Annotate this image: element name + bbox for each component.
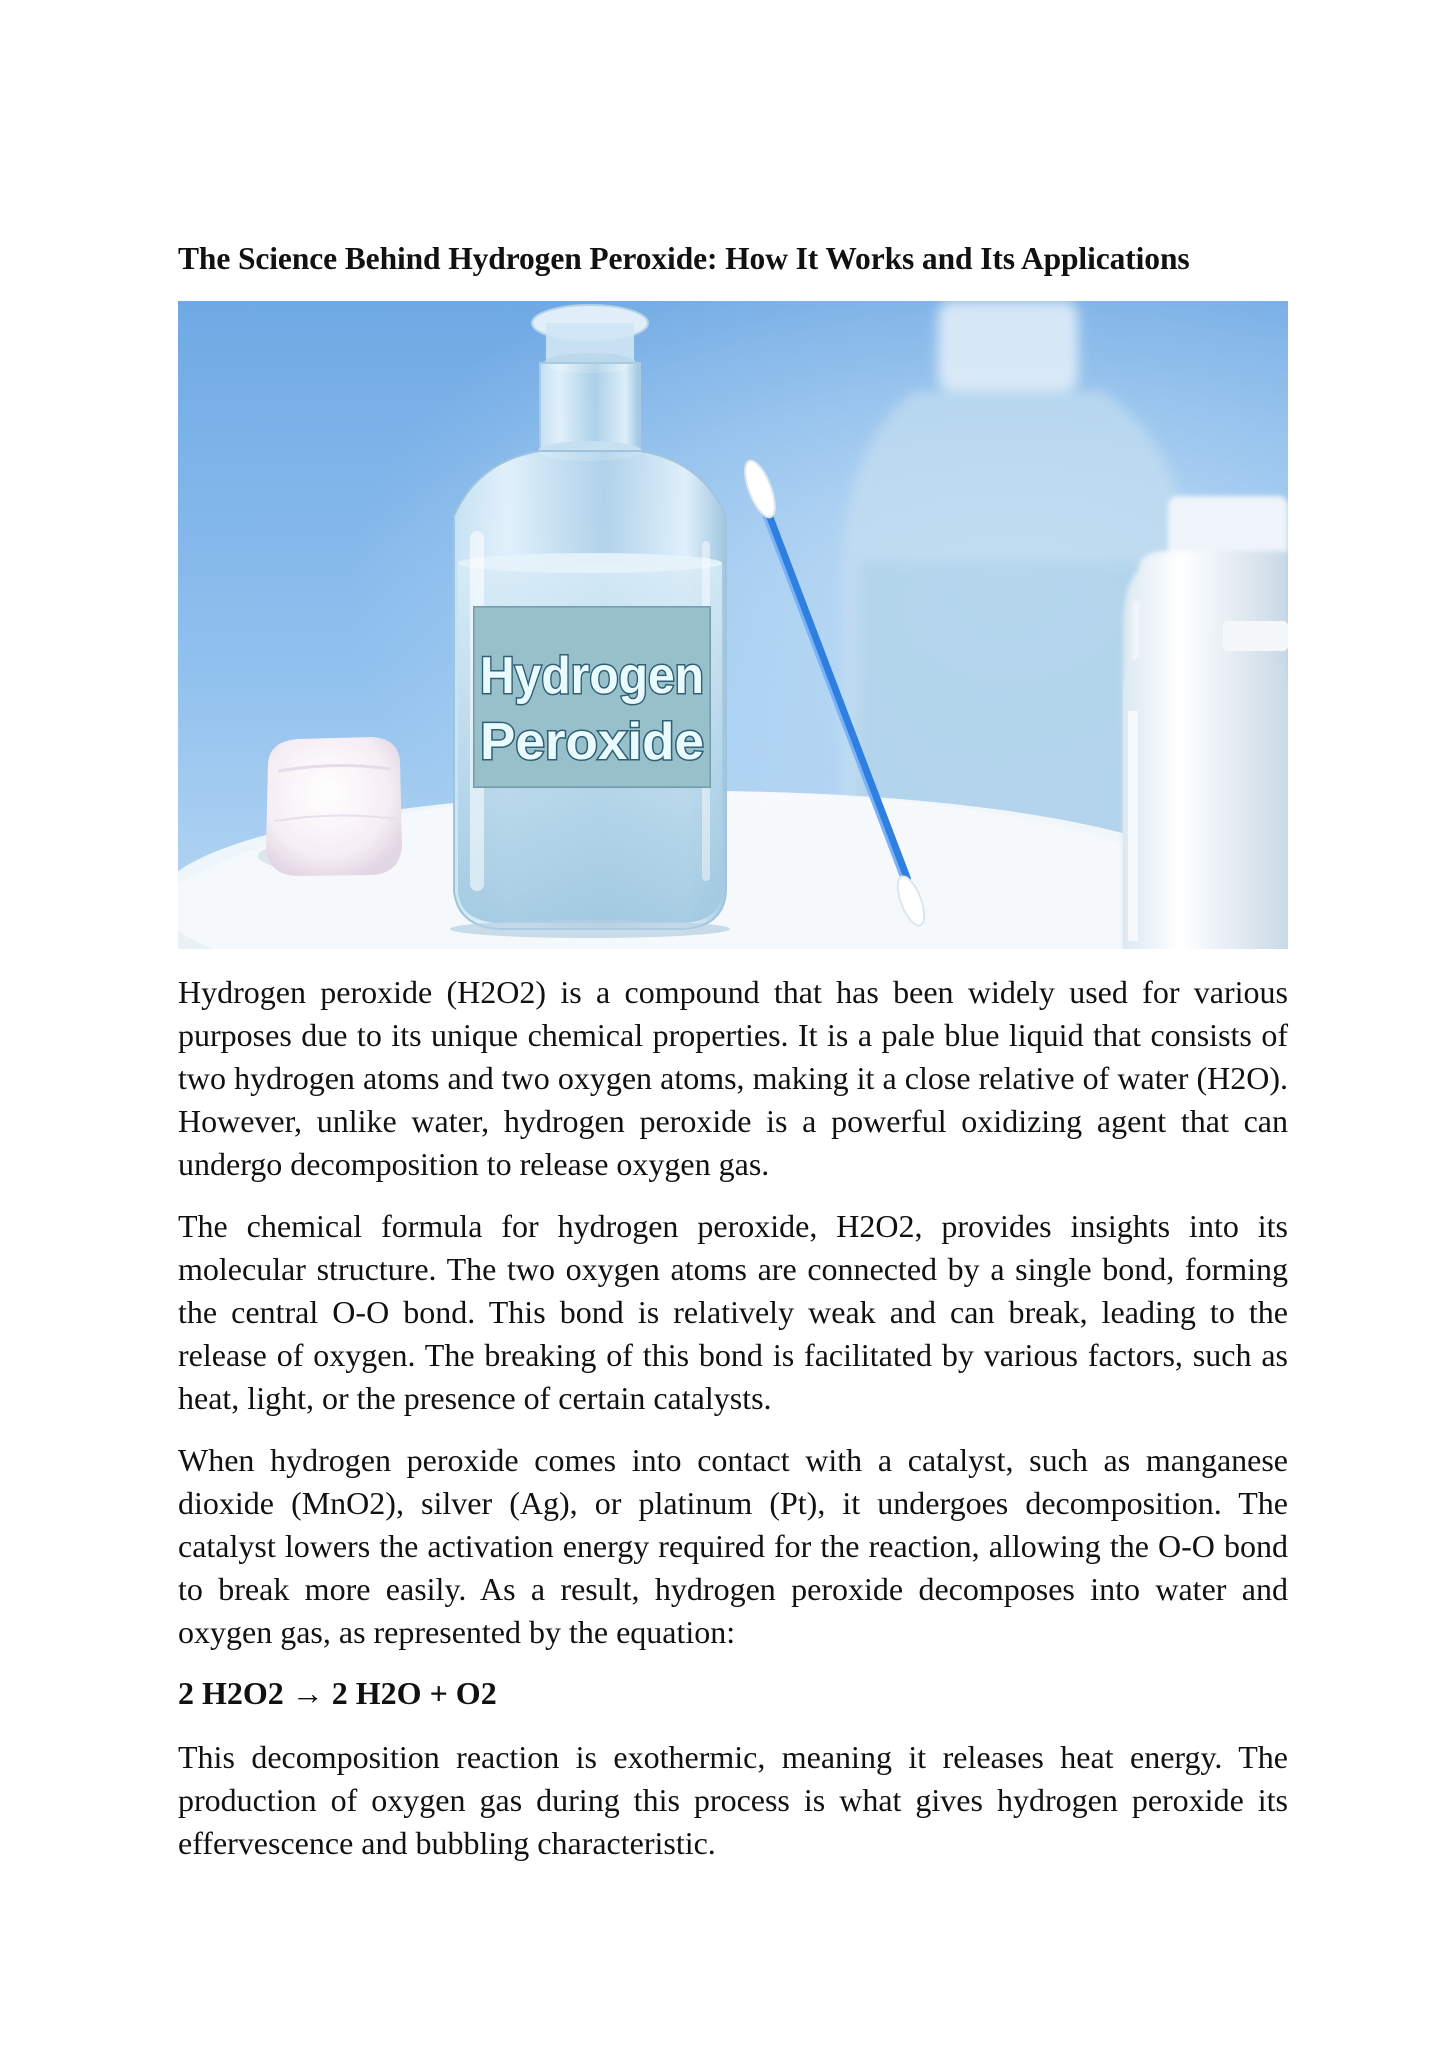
paragraph-molecular-structure: The chemical formula for hydrogen peroxide, H2O2, provides insights into its molecular structure. The two oxygen atoms are connected by a single bond, forming the central O-O bond. This bond is relatively weak and can break, leading to the release of oxygen. The breaking of this bond is facilitated by various factors, such as heat, light, or the presence of certain catalysts. — [178, 1208, 1288, 1416]
decomposition-equation: 2 H2O2 → 2 H2O + O2 — [178, 1675, 497, 1711]
document-title: The Science Behind Hydrogen Peroxide: How It Works and Its Applications — [178, 241, 1190, 276]
paragraph-exothermic-reaction: This decomposition reaction is exothermic, meaning it releases heat energy. The production of oxygen gas during this process is what gives hydrogen peroxide its effervescence and bubbling characteristic. — [178, 1739, 1288, 1861]
paragraph-catalytic-decomposition: When hydrogen peroxide comes into contact with a catalyst, such as manganese dioxide (MnO2), silver (Ag), or platinum (Pt), it undergoes decomposition. The catalyst lowers the activation energy required for the reaction, allowing the O-O bond to break more easily. As a result, hydrogen peroxide decomposes into water and oxygen gas, as represented by the equation: — [178, 1442, 1288, 1650]
bottle-label-line2: Peroxide — [480, 713, 704, 771]
bottle-label-line1: Hydrogen — [480, 647, 704, 705]
paragraph-introduction: Hydrogen peroxide (H2O2) is a compound that has been widely used for various purposes due to its unique chemical properties. It is a pale blue liquid that consists of two hydrogen atoms and two oxygen atoms, making it a close relative of water (H2O). However, unlike water, hydrogen peroxide is a powerful oxidizing agent that can undergo decomposition to release oxygen gas. — [178, 974, 1288, 1182]
hydrogen-peroxide-bottle-photo — [178, 301, 1288, 949]
